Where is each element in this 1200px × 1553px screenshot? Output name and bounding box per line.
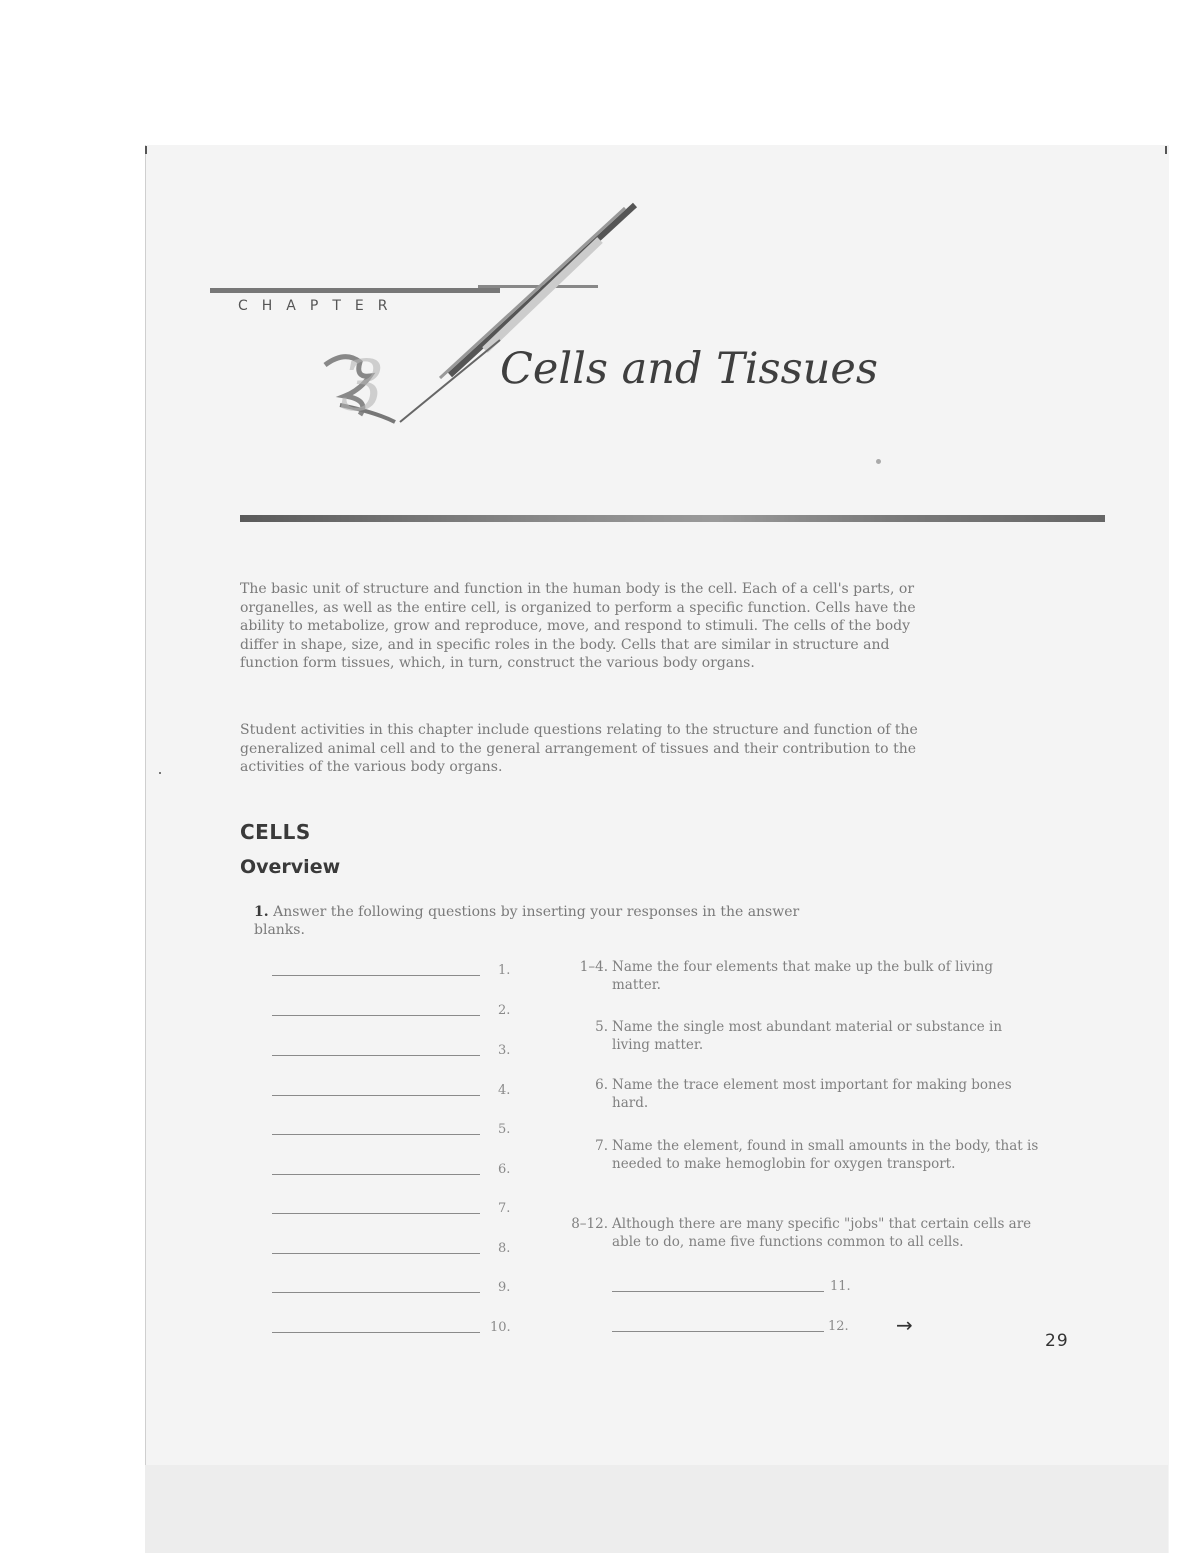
prompt-number: 6. (595, 1077, 608, 1093)
scan-speck (876, 459, 881, 464)
subsection-heading: Overview (240, 856, 341, 878)
page-number: 29 (1045, 1331, 1069, 1351)
answer-blank[interactable] (272, 1117, 522, 1137)
answer-blank[interactable] (272, 998, 522, 1018)
answer-blank[interactable] (272, 1315, 522, 1335)
question-intro (254, 903, 854, 939)
scan-bottom-margin (145, 1465, 1168, 1553)
intro-paragraph: The basic unit of structure and function in the human body is the cell. Each of a cell's parts, or organelles, as well as the entire cell, is organized to perform a specific function. Cells have the ability to metabolize, grow and reproduce, move, and respond to stimuli. The cells of the body differ in shape, size, and in specific roles in the body. Cells that are similar in structure and function form tissues, which, in turn, construct the various body organs. (240, 581, 916, 671)
corner-mark (145, 146, 147, 154)
prompt-text: Although there are many specific "jobs" that certain cells are able to do, name five functions common to all cells. (612, 1216, 1032, 1250)
prompt-text: Name the four elements that make up the bulk of living matter. (612, 959, 994, 993)
scan-speck (159, 772, 161, 774)
prompt-text: Name the single most abundant material or substance in living matter. (612, 1019, 1003, 1053)
answer-blank[interactable] (272, 958, 522, 978)
prompt-number: 7. (595, 1138, 608, 1154)
prompt-number: 1–4. (579, 959, 608, 975)
chapter-number-brush-graphic (300, 200, 660, 440)
chapter-label: CHAPTER (238, 298, 402, 314)
blank-number: 2. (498, 1003, 511, 1018)
answer-blank[interactable] (272, 1038, 522, 1058)
blank-number: 11. (830, 1279, 851, 1294)
question-number: 1. (254, 904, 269, 920)
answer-blank[interactable] (612, 1274, 862, 1294)
chapter-number: 3 (340, 345, 385, 427)
blank-number: 4. (498, 1083, 511, 1098)
title-divider (240, 515, 1105, 522)
blank-number: 8. (498, 1241, 511, 1256)
prompt-text: Name the element, found in small amounts in the body, that is needed to make hemoglobin for oxygen transport. (612, 1138, 1039, 1172)
blank-number: 5. (498, 1122, 511, 1137)
question-text: Answer the following questions by inserting your responses in the answer blanks. (254, 904, 800, 938)
prompt-text: Name the trace element most important for making bones hard. (612, 1077, 1012, 1111)
corner-mark (1165, 146, 1167, 154)
blank-number: 12. (828, 1319, 849, 1334)
section-heading: CELLS (240, 820, 311, 844)
answer-blank[interactable] (272, 1236, 522, 1256)
answer-blank[interactable] (272, 1275, 522, 1295)
prompt-number: 5. (595, 1019, 608, 1035)
blank-number: 1. (498, 963, 511, 978)
blank-number: 3. (498, 1043, 511, 1058)
blank-number: 9. (498, 1280, 511, 1295)
chapter-title: Cells and Tissues (500, 344, 878, 394)
answer-blank[interactable] (612, 1314, 862, 1334)
blank-number: 6. (498, 1162, 511, 1177)
answer-blank[interactable] (272, 1078, 522, 1098)
continue-arrow-icon: → (896, 1313, 913, 1337)
prompt-number: 8–12. (571, 1216, 608, 1232)
answer-blank[interactable] (272, 1157, 522, 1177)
blank-number: 7. (498, 1201, 511, 1216)
activities-paragraph: Student activities in this chapter include questions relating to the structure and function of the generalized animal cell and to the general arrangement of tissues and their contribution to the activities of the various body organs. (240, 722, 918, 775)
answer-blank[interactable] (272, 1196, 522, 1216)
blank-number: 10. (490, 1320, 511, 1335)
